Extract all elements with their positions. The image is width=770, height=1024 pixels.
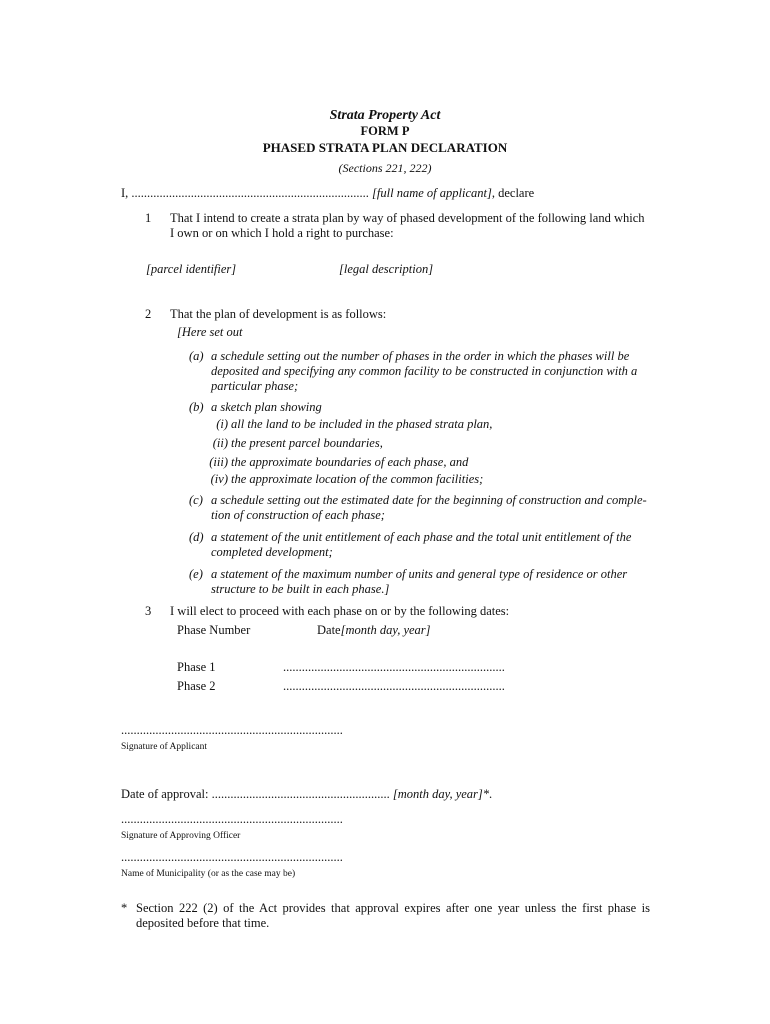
phase-1-date-blank: ....................................................................... (283, 660, 505, 674)
sections-reference: (Sections 221, 222) (338, 161, 432, 175)
approval-date-line (121, 787, 492, 802)
item-2b-label: (b) (189, 400, 204, 414)
item-2-instruction: [Here set out (177, 325, 243, 339)
form-label: FORM P (360, 124, 410, 138)
date-header-hint: [month day, year] (340, 623, 431, 637)
item-2d-label: (d) (189, 530, 204, 544)
item-2e-line-1: a statement of the maximum number of units and general type of residence or other (211, 567, 628, 581)
item-2a-line-2: deposited and specifying any common facility to be constructed in conjunction with a (211, 364, 638, 378)
applicant-declaration-line (121, 186, 534, 201)
municipality-line: ....................................................................... (121, 850, 343, 864)
officer-signature-line: ....................................................................... (121, 812, 343, 826)
officer-signature-label: Signature of Approving Officer (121, 831, 241, 841)
item-2b-text: a sketch plan showing (211, 400, 322, 414)
item-2a-line-1: a schedule setting out the number of phases in the order in which the phases will be (211, 349, 630, 363)
item-1-text-line-2: I own or on which I hold a right to purchase: (170, 226, 394, 240)
applicant-signature-label: Signature of Applicant (121, 742, 208, 752)
item-3-number: 3 (145, 604, 152, 618)
item-2b-iv-text: the approximate location of the common facilities; (231, 472, 484, 486)
phase-1-label: Phase 1 (177, 660, 216, 674)
footnote-text: Section 222 (2) of the Act provides that approval expires after one year unless the first phase is deposited before that time. (136, 901, 650, 930)
item-2e-line-2: structure to be built in each phase.] (211, 582, 390, 596)
act-title: Strata Property Act (329, 108, 441, 123)
item-2a-label: (a) (189, 349, 204, 363)
applicant-signature-line: ....................................................................... (121, 723, 343, 737)
item-2a-line-3: particular phase; (211, 379, 299, 393)
item-2b-iii-text: the approximate boundaries of each phase, and (231, 455, 469, 469)
item-2d-line-1: a statement of the unit entitlement of each phase and the total unit entitlement of the (211, 530, 632, 544)
date-header-label: Date (317, 623, 341, 637)
item-1-text-line-1: That I intend to create a strata plan by way of phased development of the following land which (170, 211, 645, 225)
item-2-text: That the plan of development is as follows: (170, 307, 387, 321)
declare-word: , declare (491, 186, 535, 200)
applicant-name-hint: [full name of applicant] (372, 186, 492, 200)
legal-description-hint: [legal description] (339, 262, 434, 276)
item-2b-ii-label: (ii) (212, 436, 228, 450)
item-1-number: 1 (145, 211, 152, 225)
approval-date-blank: Date of approval: ......................................................... (121, 787, 393, 801)
page-title: PHASED STRATA PLAN DECLARATION (262, 140, 508, 155)
item-2d-line-2: completed development; (211, 545, 333, 559)
approval-date-period: . (489, 787, 493, 801)
date-header (317, 623, 431, 638)
applicant-name-blank: I, ............................................................................ (121, 186, 373, 200)
phase-number-header: Phase Number (177, 623, 251, 637)
item-2b-iv-label: (iv) (210, 472, 228, 486)
item-3-text: I will elect to proceed with each phase on or by the following dates: (170, 604, 510, 618)
item-2e-label: (e) (189, 567, 203, 581)
item-2-number: 2 (145, 307, 152, 321)
phase-2-label: Phase 2 (177, 679, 216, 693)
item-2b-ii-text: the present parcel boundaries, (231, 436, 383, 450)
phase-2-date-blank: ....................................................................... (283, 679, 505, 693)
municipality-label: Name of Municipality (or as the case may be) (121, 869, 296, 879)
item-2b-i-label: (i) (216, 417, 228, 431)
item-2b-i-text: all the land to be included in the phased strata plan, (231, 417, 493, 431)
item-2c-line-1: a schedule setting out the estimated date for the beginning of construction and comple- (211, 493, 647, 507)
approval-date-hint: [month day, year]* (392, 787, 490, 801)
footnote-marker: * (121, 901, 128, 915)
item-2c-line-2: tion of construction of each phase; (211, 508, 385, 522)
item-2b-iii-label: (iii) (209, 455, 228, 469)
item-2c-label: (c) (189, 493, 203, 507)
parcel-identifier-hint: [parcel identifier] (146, 262, 237, 276)
